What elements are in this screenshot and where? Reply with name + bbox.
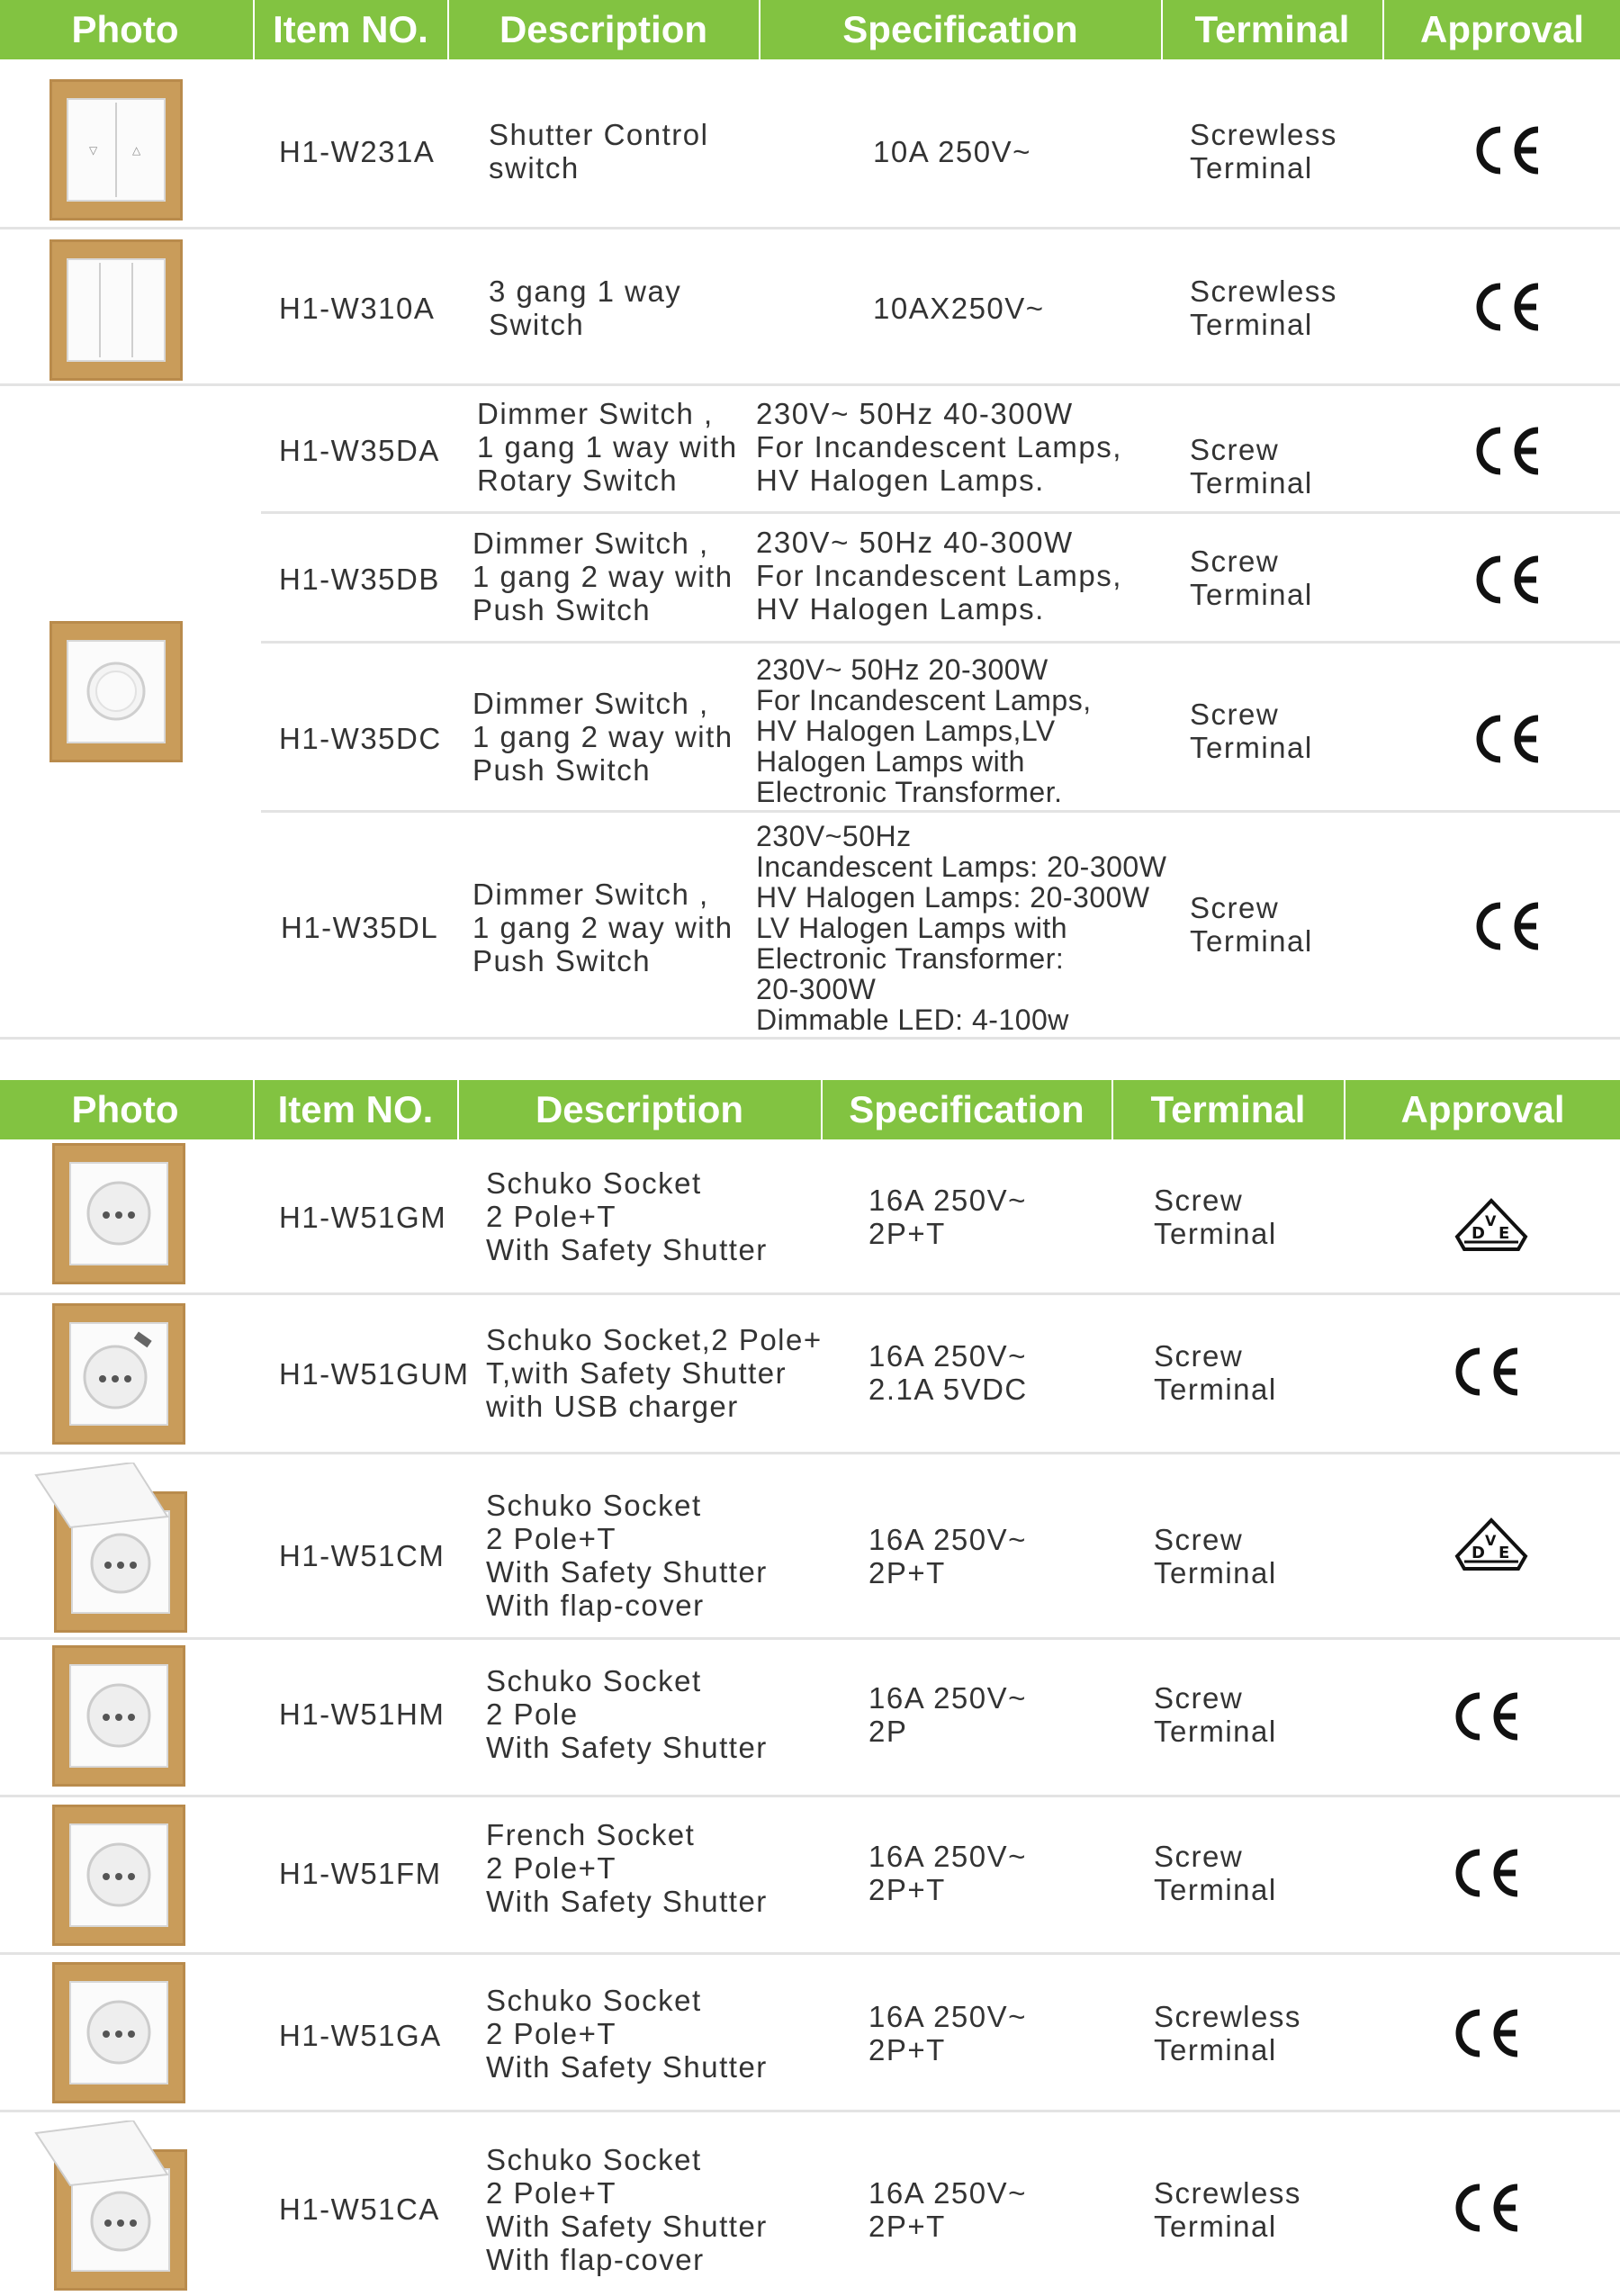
description: Schuko Socket,2 Pole+ T,with Safety Shutter with USB charger bbox=[486, 1323, 823, 1423]
terminal: Screw Terminal bbox=[1154, 1339, 1277, 1406]
specification: 230V~ 50Hz 40-300W For Incandescent Lamps, HV Halogen Lamps. bbox=[756, 526, 1122, 626]
ce-mark-icon bbox=[1451, 1346, 1523, 1398]
terminal: Screwless Terminal bbox=[1190, 275, 1337, 341]
product-photo-usb-socket bbox=[52, 1303, 185, 1445]
item-no: H1-W51CM bbox=[279, 1539, 446, 1572]
specification: 16A 250V~ 2P+T bbox=[868, 1184, 1027, 1250]
header-description: Description bbox=[499, 8, 708, 50]
item-no: H1-W51HM bbox=[279, 1697, 446, 1731]
description: Schuko Socket 2 Pole+T With Safety Shutter With flap-cover bbox=[486, 1489, 768, 1622]
product-photo-three-gang-switch bbox=[50, 239, 183, 381]
item-no: H1-W310A bbox=[279, 292, 436, 325]
ce-mark-icon bbox=[1472, 425, 1544, 477]
ce-mark-icon bbox=[1451, 1847, 1523, 1899]
product-photo-schuko-socket-screwless bbox=[52, 1962, 185, 2103]
product-photo-flap-socket-screwless bbox=[34, 2120, 187, 2291]
svg-text:▽: ▽ bbox=[89, 144, 98, 157]
header-specification: Specification bbox=[842, 8, 1078, 50]
item-no: H1-W35DA bbox=[279, 434, 440, 467]
product-photo-french-socket bbox=[52, 1805, 185, 1946]
terminal: Screwless Terminal bbox=[1190, 118, 1337, 185]
description: Schuko Socket 2 Pole+T With Safety Shutter bbox=[486, 1984, 768, 2084]
svg-text:△: △ bbox=[132, 144, 141, 157]
product-photo-schuko-socket bbox=[52, 1143, 185, 1284]
terminal: Screw Terminal bbox=[1190, 891, 1313, 958]
description: Schuko Socket 2 Pole+T With Safety Shutter bbox=[486, 1166, 768, 1266]
vde-mark-icon bbox=[1454, 1517, 1529, 1576]
ce-mark-icon bbox=[1451, 2007, 1523, 2059]
header-description: Description bbox=[535, 1088, 744, 1130]
header-terminal: Terminal bbox=[1194, 8, 1350, 50]
svg-text:V: V bbox=[1485, 1212, 1497, 1229]
header-specification: Specification bbox=[849, 1088, 1084, 1130]
specification: 16A 250V~ 2P+T bbox=[868, 1840, 1027, 1906]
description: 3 gang 1 way Switch bbox=[489, 275, 682, 341]
svg-text:D: D bbox=[1472, 1224, 1485, 1243]
item-no: H1-W51FM bbox=[279, 1857, 442, 1890]
table1-header bbox=[0, 0, 1620, 59]
header-terminal: Terminal bbox=[1150, 1088, 1306, 1130]
two-pole-socket-icon bbox=[52, 1645, 185, 1787]
terminal: Screwless Terminal bbox=[1154, 2176, 1301, 2243]
description: Dimmer Switch , 1 gang 2 way with Push Switch bbox=[472, 527, 734, 626]
ce-mark-icon bbox=[1472, 281, 1544, 333]
specification: 16A 250V~ 2.1A 5VDC bbox=[868, 1339, 1028, 1406]
terminal: Screw Terminal bbox=[1154, 1681, 1277, 1748]
terminal: Screw Terminal bbox=[1154, 1840, 1277, 1906]
item-no: H1-W51GA bbox=[279, 2019, 442, 2052]
ce-mark-icon bbox=[1472, 900, 1544, 952]
description: Dimmer Switch , 1 gang 2 way with Push Switch bbox=[472, 878, 734, 977]
description: French Socket 2 Pole+T With Safety Shutter bbox=[486, 1818, 768, 1918]
svg-text:D: D bbox=[1472, 1544, 1485, 1562]
product-photo-shutter-switch bbox=[50, 79, 183, 221]
specification: 16A 250V~ 2P+T bbox=[868, 2176, 1027, 2243]
terminal: Screw Terminal bbox=[1190, 433, 1313, 500]
description: Schuko Socket 2 Pole+T With Safety Shutter With flap-cover bbox=[486, 2143, 768, 2276]
ce-mark-icon bbox=[1451, 2182, 1523, 2234]
item-no: H1-W51CA bbox=[279, 2192, 440, 2226]
svg-text:E: E bbox=[1498, 1544, 1510, 1562]
terminal: Screw Terminal bbox=[1190, 545, 1313, 611]
item-no: H1-W35DB bbox=[279, 563, 440, 596]
specification: 230V~ 50Hz 20-300W For Incandescent Lamps, HV Halogen Lamps,LV Halogen Lamps with Electronic Transformer. bbox=[756, 653, 1092, 808]
header-photo: Photo bbox=[71, 1088, 179, 1130]
specification: 10AX250V~ bbox=[873, 292, 1045, 325]
item-no: H1-W231A bbox=[279, 135, 436, 168]
header-approval: Approval bbox=[1419, 8, 1585, 50]
three-gang-switch-icon bbox=[50, 239, 183, 381]
terminal: Screwless Terminal bbox=[1154, 2000, 1301, 2066]
specification: 16A 250V~ 2P bbox=[868, 1681, 1027, 1748]
description: Shutter Control switch bbox=[489, 118, 709, 185]
flap-socket-icon bbox=[34, 1463, 187, 1634]
dimmer-switch-icon bbox=[50, 621, 183, 762]
product-photo-flap-socket bbox=[34, 1463, 187, 1634]
ce-mark-icon bbox=[1472, 554, 1544, 606]
specification: 230V~ 50Hz 40-300W For Incandescent Lamps, HV Halogen Lamps. bbox=[756, 397, 1122, 497]
vde-mark-icon bbox=[1454, 1197, 1529, 1256]
ce-mark-icon bbox=[1472, 713, 1544, 765]
item-no: H1-W35DL bbox=[281, 911, 439, 944]
header-photo: Photo bbox=[71, 8, 179, 50]
specification: 230V~50Hz Incandescent Lamps: 20-300W HV Halogen Lamps: 20-300W LV Halogen Lamps with Electronic Transformer: 20-300W Dimmable LED: 4-100w bbox=[756, 820, 1167, 1036]
item-no: H1-W51GUM bbox=[279, 1357, 470, 1391]
svg-text:E: E bbox=[1498, 1224, 1510, 1243]
specification: 10A 250V~ bbox=[873, 135, 1031, 168]
description: Dimmer Switch , 1 gang 2 way with Push Switch bbox=[472, 687, 734, 787]
description: Dimmer Switch , 1 gang 1 way with Rotary Switch bbox=[477, 397, 738, 497]
product-photo-two-pole-socket bbox=[52, 1645, 185, 1787]
schuko-socket-icon bbox=[52, 1143, 185, 1284]
header-item-no: Item NO. bbox=[273, 8, 428, 50]
terminal: Screw Terminal bbox=[1154, 1184, 1277, 1250]
terminal: Screw Terminal bbox=[1154, 1523, 1277, 1589]
french-socket-icon bbox=[52, 1805, 185, 1946]
flap-socket-icon bbox=[34, 2120, 187, 2291]
product-photo-dimmer-switch bbox=[50, 621, 183, 762]
table2-header bbox=[0, 1080, 1620, 1139]
specification: 16A 250V~ 2P+T bbox=[868, 1523, 1027, 1589]
specification: 16A 250V~ 2P+T bbox=[868, 2000, 1027, 2066]
item-no: H1-W51GM bbox=[279, 1201, 447, 1234]
header-item-no: Item NO. bbox=[277, 1088, 434, 1130]
terminal: Screw Terminal bbox=[1190, 698, 1313, 764]
header-approval: Approval bbox=[1400, 1088, 1565, 1130]
ce-mark-icon bbox=[1472, 124, 1544, 176]
svg-text:V: V bbox=[1485, 1532, 1497, 1549]
ce-mark-icon bbox=[1451, 1690, 1523, 1742]
shutter-switch-icon bbox=[50, 79, 183, 221]
usb-socket-icon bbox=[52, 1303, 185, 1445]
schuko-socket-icon bbox=[52, 1962, 185, 2103]
description: Schuko Socket 2 Pole With Safety Shutter bbox=[486, 1664, 768, 1764]
item-no: H1-W35DC bbox=[279, 722, 442, 755]
